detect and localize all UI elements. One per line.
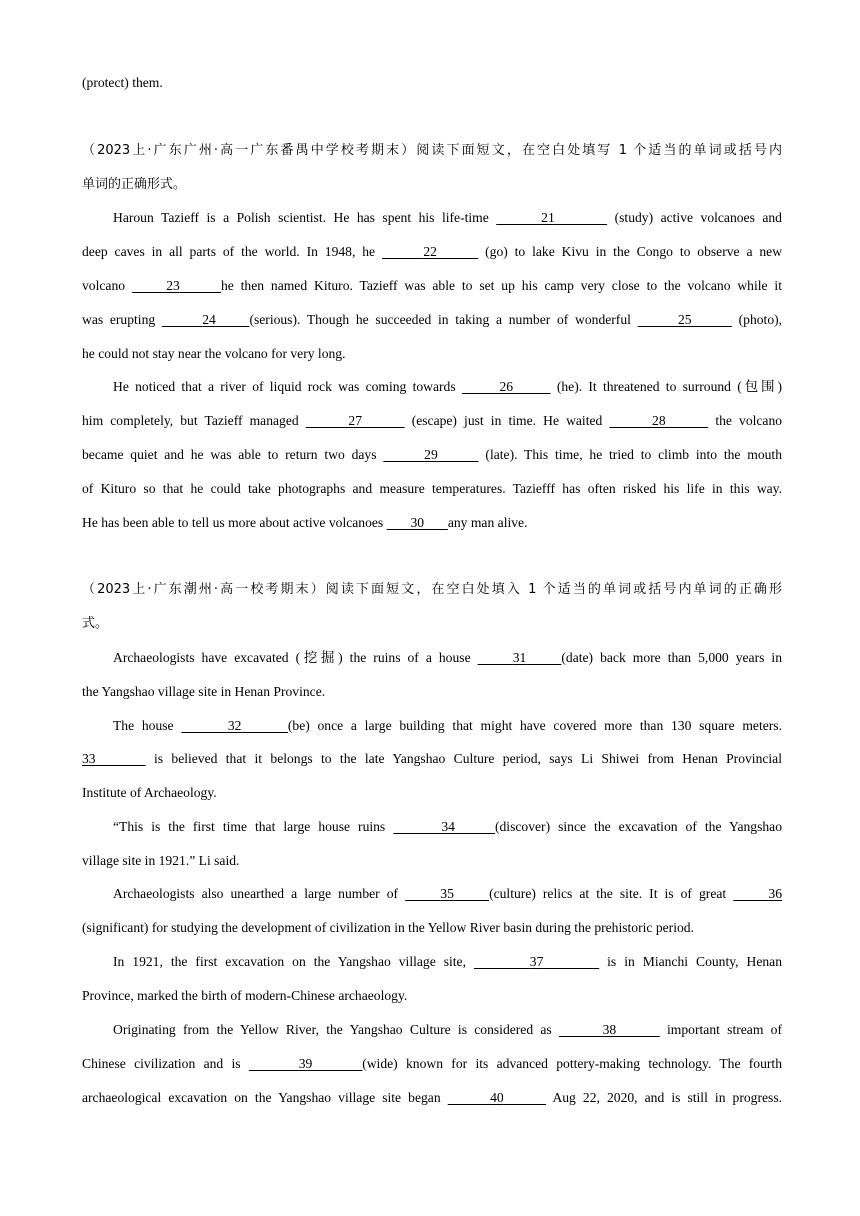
text-run: was erupting [82, 312, 156, 327]
text-run: (be) once a large building that might have covered more than 130 square meters. [287, 718, 782, 733]
text-line [82, 209, 782, 227]
text-run: (date) back more than 5,000 years in [561, 650, 782, 665]
text-run: Institute of Archaeology. [82, 785, 217, 800]
blank-33: 33 [82, 751, 96, 766]
blank-37: 37 [529, 954, 544, 969]
section-heading [82, 176, 782, 194]
text-run: became quiet and he was able to return two days [82, 447, 377, 462]
blank-28: 28 [652, 413, 666, 428]
blank-22: 22 [423, 244, 437, 259]
blank-29: 29 [424, 447, 438, 462]
text-run: In 1921, the first excavation on the Yangshao village site, [113, 954, 466, 969]
text-run: He has been able to tell us more about active volcanoes [82, 515, 384, 530]
text-line [82, 514, 782, 532]
text-run: Chinese civilization and is [82, 1056, 241, 1071]
text-run: volcano [82, 278, 126, 293]
text-line [82, 885, 782, 903]
text-run: any man alive. [447, 515, 528, 530]
text-run: （2023上·广东广州·高一广东番禺中学校考期末）阅读下面短文，在空白处填写 1 个适当的单词或括号内 [82, 143, 782, 158]
text-run: (escape) just in time. He waited [411, 413, 603, 428]
text-run: is believed that it belongs to the late Yangshao Culture period, says Li Shiwei from Henan Provincial [153, 751, 782, 766]
text-run: (culture) relics at the site. It is of great [489, 886, 727, 901]
blank-31: 31 [512, 650, 527, 665]
text-line [82, 1089, 782, 1107]
text-run: 式。 [82, 616, 109, 631]
text-run: (discover) since the excavation of the Yangshao [494, 819, 782, 834]
text-line [82, 345, 782, 363]
text-run: Haroun Tazieff is a Polish scientist. He has spent his life-time [113, 210, 489, 225]
section-heading [82, 142, 782, 160]
text-run: the Yangshao village site in Henan Province. [82, 684, 326, 699]
text-run: archaeological excavation on the Yangshao village site began [82, 1090, 441, 1105]
text-run: he could not stay near the volcano for very long. [82, 346, 346, 361]
blank-38: 38 [602, 1022, 617, 1037]
text-run: Province, marked the birth of modern-Chinese archaeology. [82, 988, 408, 1003]
text-run: Originating from the Yellow River, the Yangshao Culture is considered as [113, 1022, 552, 1037]
text-run: (protect) them. [82, 75, 163, 90]
text-line [82, 277, 782, 295]
text-run: important stream of [667, 1022, 782, 1037]
text-line [82, 480, 782, 498]
text-line [82, 1055, 782, 1073]
text-line [82, 378, 782, 396]
text-run: Archaeologists also unearthed a large number of [113, 886, 399, 901]
blank-34: 34 [441, 819, 455, 834]
text-line [82, 750, 782, 768]
text-run: (he). It threatened to surround (包围) [556, 379, 783, 394]
text-run: He noticed that a river of liquid rock was coming towards [113, 379, 456, 394]
text-line [82, 784, 782, 802]
text-run: (wide) known for its advanced pottery-making technology. The fourth [362, 1056, 783, 1071]
text-run: 单词的正确形式。 [82, 177, 187, 192]
text-run: (study) active volcanoes and [614, 210, 782, 225]
text-line [82, 311, 782, 329]
text-line [82, 683, 782, 701]
text-run: is in Mianchi County, Henan [607, 954, 783, 969]
text-line [82, 953, 782, 971]
text-line [82, 412, 782, 430]
text-run: village site in 1921.” Li said. [82, 853, 240, 868]
text-line [82, 1021, 782, 1039]
blank-21: 21 [541, 210, 555, 225]
blank-23: 23 [166, 278, 180, 293]
text-run: (go) to lake Kivu in the Congo to observe a new [485, 244, 783, 259]
text-run: “This is the first time that large house ruins [113, 819, 386, 834]
text-line [82, 74, 782, 92]
text-line [82, 852, 782, 870]
text-line [82, 649, 782, 667]
blank-39: 39 [298, 1056, 313, 1071]
text-line [82, 243, 782, 261]
text-run: (serious). Though he succeeded in taking a number of wonderful [249, 312, 631, 327]
text-line [82, 818, 782, 836]
text-run: （2023上·广东潮州·高一校考期末）阅读下面短文，在空白处填入 1 个适当的单词或括号内单词的正确形 [82, 582, 782, 597]
blank-24: 24 [202, 312, 216, 327]
text-run: The house [113, 718, 174, 733]
text-line [82, 919, 782, 937]
blank-26: 26 [499, 379, 514, 394]
text-run: Archaeologists have excavated (挖掘) the ruins of a house [113, 650, 471, 665]
text-run: Aug 22, 2020, and is still in progress. [552, 1090, 783, 1105]
text-line [82, 987, 782, 1005]
blank-36: 36 [768, 886, 782, 901]
text-run: (photo), [738, 312, 783, 327]
blank-35: 35 [440, 886, 454, 901]
blank-27: 27 [348, 413, 362, 428]
blank-32: 32 [227, 718, 242, 733]
text-line [82, 446, 782, 464]
text-line [82, 717, 782, 735]
text-run: him completely, but Tazieff managed [82, 413, 299, 428]
text-run: of Kituro so that he could take photographs and measure temperatures. Taziefff has often risked his life in this way. [82, 481, 782, 496]
text-run: the volcano [715, 413, 783, 428]
blank-30: 30 [410, 515, 425, 530]
blank-25: 25 [677, 312, 692, 327]
blank-40: 40 [490, 1090, 504, 1105]
text-run: (late). This time, he tried to climb into the mouth [485, 447, 782, 462]
text-run: deep caves in all parts of the world. In 1948, he [82, 244, 376, 259]
section-heading [82, 615, 782, 633]
section-heading [82, 581, 782, 599]
text-run: he then named Kituro. Tazieff was able to set up his camp very close to the volcano while it [220, 278, 782, 293]
text-run: (significant) for studying the development of civilization in the Yellow River basin during the prehistoric period. [82, 920, 694, 935]
